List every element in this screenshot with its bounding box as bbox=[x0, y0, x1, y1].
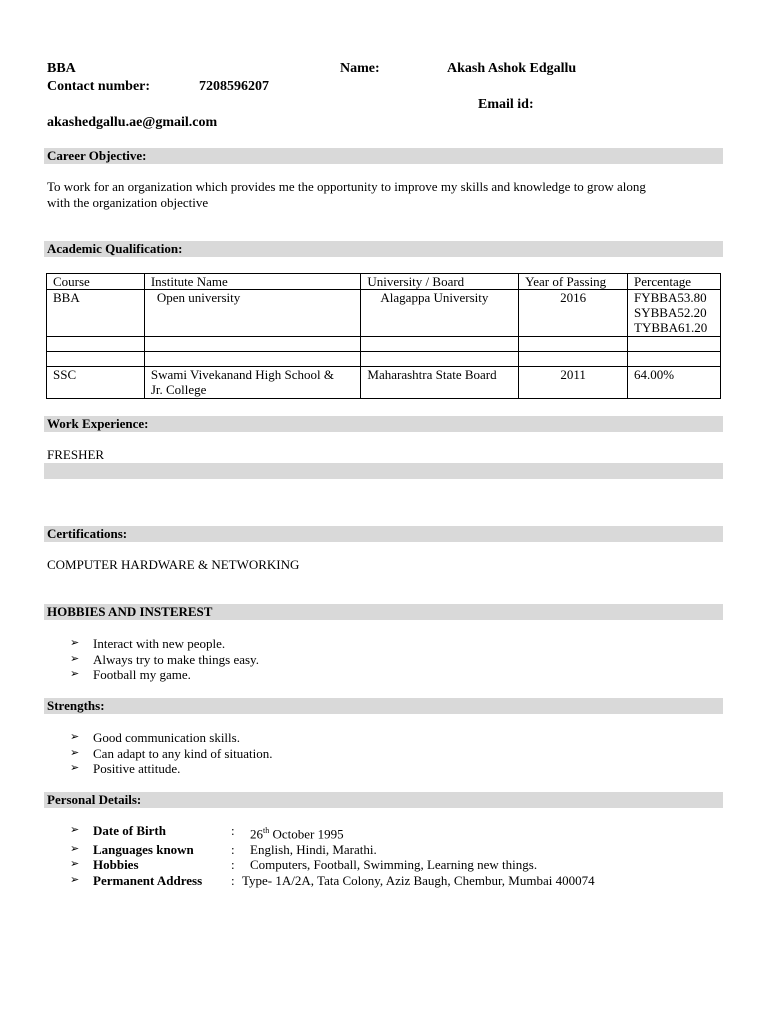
languages-value: English, Hindi, Marathi. bbox=[250, 841, 377, 857]
institute-line1: Swami Vivekanand High School & bbox=[150, 367, 334, 382]
empty-band bbox=[44, 463, 723, 479]
list-item bbox=[70, 730, 272, 746]
empty-cell bbox=[628, 337, 721, 352]
dob-suffix: th bbox=[263, 826, 270, 835]
work-experience-value: FRESHER bbox=[47, 447, 105, 462]
degree-heading: BBA bbox=[47, 61, 76, 76]
career-objective-band bbox=[44, 148, 723, 164]
name-value: Akash Ashok Edgallu bbox=[447, 61, 577, 76]
address-label: Permanent Address bbox=[93, 872, 203, 888]
career-objective-line1: To work for an organization which provides me the opportunity to improve my skills and knowledge to grow along bbox=[47, 179, 646, 194]
arrow-bullet-icon: ➢ bbox=[70, 824, 80, 836]
percentage-fy: FYBBA53.80 bbox=[634, 290, 707, 305]
hobbies-list bbox=[70, 636, 259, 683]
empty-cell bbox=[144, 337, 361, 352]
empty-cell bbox=[361, 352, 519, 367]
arrow-bullet-icon: ➢ bbox=[70, 668, 80, 680]
dob-day: 26 bbox=[250, 826, 263, 842]
arrow-bullet-icon: ➢ bbox=[70, 746, 80, 759]
academic-title: Academic Qualification: bbox=[47, 241, 183, 256]
list-item-text: Can adapt to any kind of situation. bbox=[93, 745, 273, 761]
arrow-bullet-icon: ➢ bbox=[70, 652, 80, 665]
cell-board: Maharashtra State Board bbox=[361, 367, 519, 399]
percentage-ty: TYBBA61.20 bbox=[634, 320, 708, 335]
languages-label: Languages known bbox=[93, 841, 194, 857]
table-row bbox=[47, 290, 721, 337]
colon: : bbox=[231, 872, 235, 888]
table-header-row bbox=[47, 274, 721, 290]
list-item bbox=[70, 857, 595, 873]
header-board: University / Board bbox=[361, 274, 519, 290]
empty-cell bbox=[519, 337, 628, 352]
list-item-text: Always try to make things easy. bbox=[93, 651, 259, 667]
header-course: Course bbox=[47, 274, 145, 290]
address-value: Type- 1A/2A, Tata Colony, Aziz Baugh, Chembur, Mumbai 400074 bbox=[242, 872, 595, 888]
institute-line2: Jr. College bbox=[150, 382, 207, 397]
cell-institute bbox=[144, 367, 361, 399]
personal-details-list bbox=[70, 823, 595, 888]
strengths-list bbox=[70, 730, 272, 777]
arrow-bullet-icon: ➢ bbox=[70, 762, 80, 774]
certifications-band bbox=[44, 526, 723, 542]
work-experience-band bbox=[44, 416, 723, 432]
career-objective-line2: with the organization objective bbox=[47, 195, 209, 210]
cell-board: Alagappa University bbox=[361, 290, 519, 337]
hobbies-value: Computers, Football, Swimming, Learning new things. bbox=[250, 857, 538, 873]
header-year: Year of Passing bbox=[519, 274, 628, 290]
list-item bbox=[70, 761, 272, 777]
colon: : bbox=[231, 841, 235, 857]
arrow-bullet-icon: ➢ bbox=[70, 637, 80, 649]
email-value: akashedgallu.ae@gmail.com bbox=[47, 115, 218, 130]
list-item-text: Positive attitude. bbox=[93, 761, 181, 776]
table-row-empty bbox=[47, 337, 721, 352]
arrow-bullet-icon: ➢ bbox=[70, 842, 80, 855]
arrow-bullet-icon: ➢ bbox=[70, 873, 80, 886]
arrow-bullet-icon: ➢ bbox=[70, 858, 80, 871]
contact-label: Contact number: bbox=[47, 79, 151, 94]
cell-percentage bbox=[628, 290, 721, 337]
personal-details-band bbox=[44, 792, 723, 808]
list-item-text: Football my game. bbox=[93, 667, 191, 682]
cell-year: 2011 bbox=[519, 367, 628, 399]
hobbies-band bbox=[44, 604, 723, 620]
work-experience-title: Work Experience: bbox=[47, 416, 149, 431]
list-item-text: Interact with new people. bbox=[93, 636, 226, 651]
name-label: Name: bbox=[340, 61, 380, 76]
list-item bbox=[70, 873, 595, 889]
list-item bbox=[70, 636, 259, 652]
empty-cell bbox=[361, 337, 519, 352]
list-item bbox=[70, 842, 595, 858]
arrow-bullet-icon: ➢ bbox=[70, 731, 80, 743]
table-row bbox=[47, 367, 721, 399]
colon: : bbox=[231, 857, 235, 873]
empty-cell bbox=[628, 352, 721, 367]
dob-value bbox=[250, 823, 344, 842]
academic-band bbox=[44, 241, 723, 257]
strengths-band bbox=[44, 698, 723, 714]
cell-course: SSC bbox=[47, 367, 145, 399]
hobbies-title: HOBBIES AND INSTEREST bbox=[47, 604, 213, 619]
certifications-title: Certifications: bbox=[47, 526, 128, 541]
cell-institute: Open university bbox=[144, 290, 361, 337]
header-institute: Institute Name bbox=[144, 274, 361, 290]
percentage-sy: SYBBA52.20 bbox=[634, 305, 707, 320]
certifications-value: COMPUTER HARDWARE & NETWORKING bbox=[47, 557, 300, 572]
list-item bbox=[70, 652, 259, 668]
email-label: Email id: bbox=[478, 97, 534, 112]
strengths-title: Strengths: bbox=[47, 698, 105, 713]
list-item bbox=[70, 823, 595, 842]
empty-cell bbox=[47, 352, 145, 367]
colon: : bbox=[231, 823, 235, 838]
contact-value: 7208596207 bbox=[199, 79, 269, 94]
header-percentage: Percentage bbox=[628, 274, 721, 290]
career-objective-title: Career Objective: bbox=[47, 148, 147, 163]
cell-year: 2016 bbox=[519, 290, 628, 337]
cell-percentage: 64.00% bbox=[628, 367, 721, 399]
empty-cell bbox=[47, 337, 145, 352]
list-item-text: Good communication skills. bbox=[93, 730, 240, 745]
cell-course: BBA bbox=[47, 290, 145, 337]
dob-label: Date of Birth bbox=[93, 823, 166, 838]
table-row-empty bbox=[47, 352, 721, 367]
personal-details-title: Personal Details: bbox=[47, 792, 142, 807]
empty-cell bbox=[519, 352, 628, 367]
list-item bbox=[70, 746, 272, 762]
list-item bbox=[70, 667, 259, 683]
academic-table bbox=[46, 273, 721, 399]
hobbies-label: Hobbies bbox=[93, 857, 139, 873]
dob-month-year: October 1995 bbox=[269, 826, 344, 842]
empty-cell bbox=[144, 352, 361, 367]
